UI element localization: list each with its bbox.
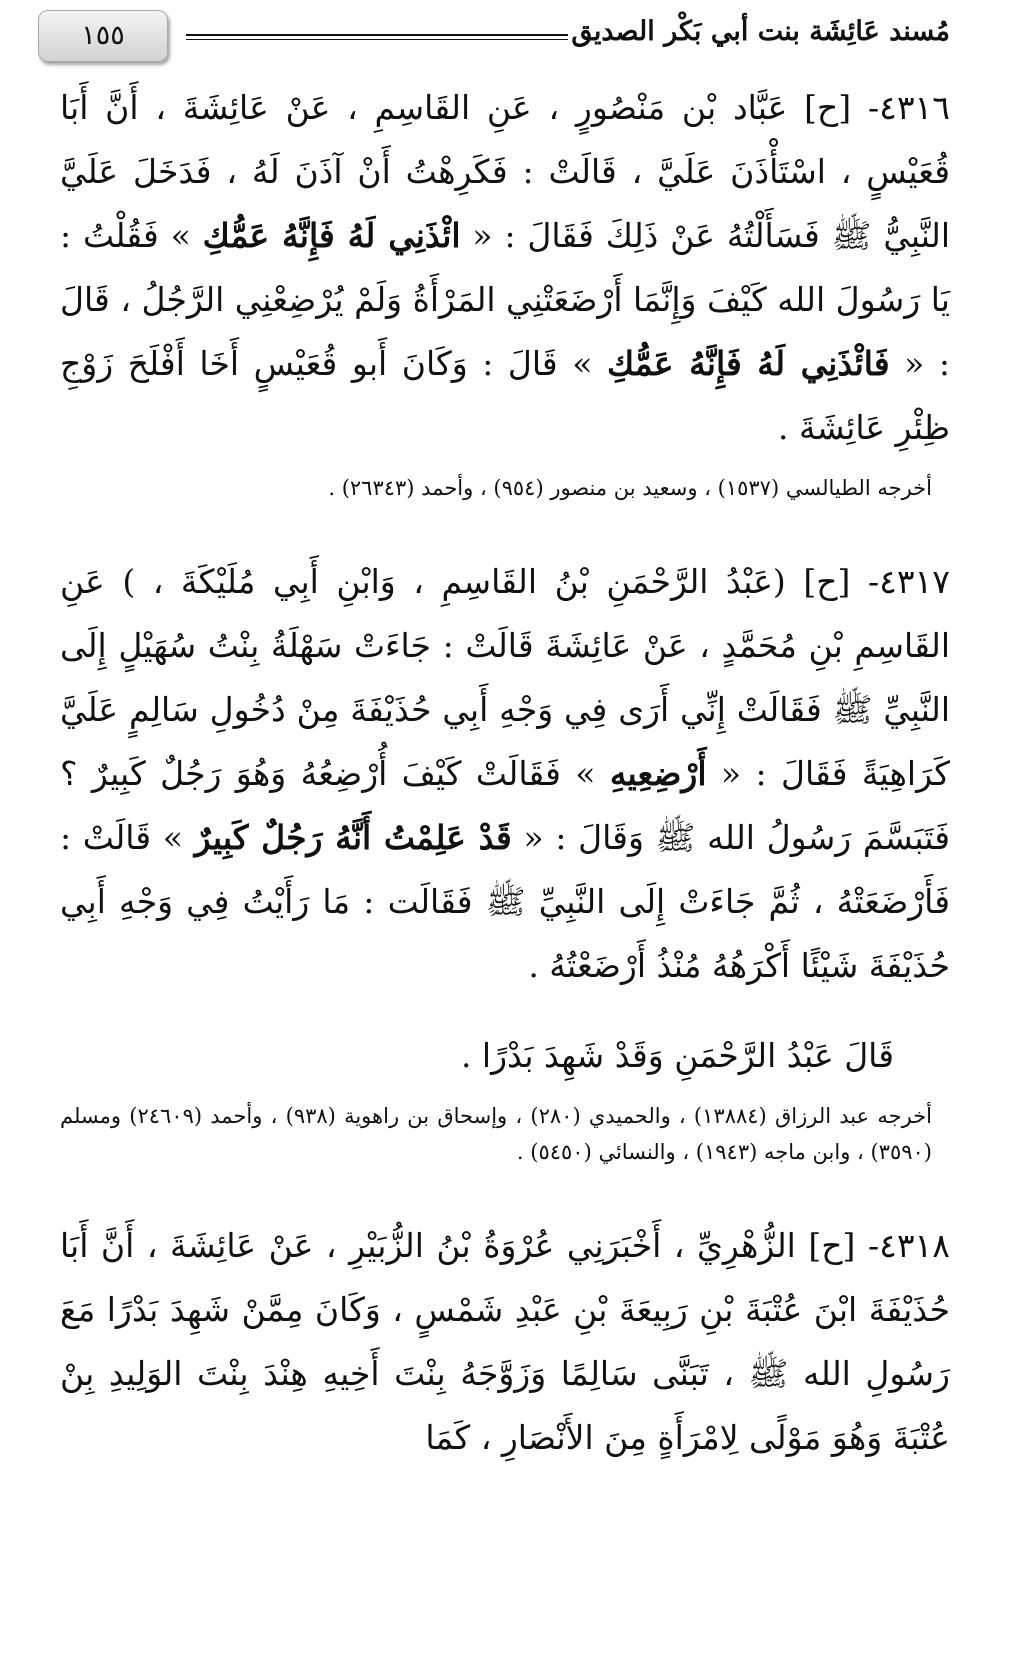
hadith-text: » قَالَتْ : فَأَرْضَعَتْهُ ، ثُمَّ جَاءَتْ إِلَى النَّبِيِّ ﷺ فَقَالَت : مَا رَأَيْتُ فِي وَجْهِ أَبِي حُذَيْفَةَ شَيْئًا أَكْرَهُهُ مُنْذُ أَرْضَعْتُهُ . xyxy=(60,818,950,985)
hadith-text: [ح] عَبَّاد بْن مَنْصُورٍ ، عَنِ القَاسِمِ ، عَنْ عَائِشَةَ ، أَنَّ أَبَا قُعَيْسٍ ، اسْتَأْذَنَ عَلَيَّ ، قَالَتْ : فَكَرِهْتُ أَنْ آذَنَ لَهُ ، فَدَخَلَ عَلَيَّ النَّبِيُّ ﷺ فَسَأَلْتُهُ عَنْ ذَلِكَ فَقَالَ : « xyxy=(60,88,950,255)
hadith-number: ٤٣١٧- xyxy=(867,562,950,601)
takhrij-note: أخرجه الطيالسي (١٥٣٧) ، وسعيد بن منصور (٩٥٤) ، وأحمد (٢٦٣٤٣) . xyxy=(328,476,932,500)
section-gap xyxy=(60,998,950,1024)
hadith-number: ٤٣١٦- xyxy=(867,88,950,127)
hadith-text: [ح] (عَبْدُ الرَّحْمَنِ بْنُ القَاسِمِ ، وَابْنِ أَبِي مُلَيْكَةَ ، ) عَنِ القَاسِمِ بْنِ مُحَمَّدٍ ، عَنْ عَائِشَةَ قَالَتْ : جَاءَتْ سَهْلَةُ بِنْتُ سُهَيْلٍ إِلَى النَّبِيِّ ﷺ فَقَالَتْ إِنِّي أَرَى فِي وَجْهِ أَبِي حُذَيْفَةَ مِنْ دُخُولِ سَالِمٍ عَلَيَّ كَرَاهِيَةً فَقَالَ : « xyxy=(60,562,950,793)
section-gap xyxy=(60,1170,950,1214)
hadith-number: ٤٣١٨- xyxy=(867,1226,950,1265)
running-header xyxy=(38,10,950,60)
hadith-text: » فَقُلْتُ : يَا رَسُولَ الله كَيْفَ وَإِنَّمَا أَرْضَعَتْنِي المَرْأَةُ وَلَمْ يُرْضِعْنِي الرَّجُلُ ، قَالَ : « xyxy=(60,216,950,383)
prophet-quote: أَرْضِعِيهِ xyxy=(609,754,707,793)
page-content xyxy=(60,76,950,1470)
prophet-quote: ائْذَنِي لَهُ فَإِنَّهُ عَمُّكِ xyxy=(202,216,461,255)
narrator-remark: قَالَ عَبْدُ الرَّحْمَنِ وَقَدْ شَهِدَ بَدْرًا . xyxy=(460,1036,894,1075)
hadith-4317 xyxy=(60,550,950,998)
takhrij-note: أخرجه عبد الرزاق (١٣٨٨٤) ، والحميدي (٢٨٠) ، وإسحاق بن راهوية (٩٣٨) ، وأحمد (٢٤٦٠٩) ومسلم (٣٥٩٠) ، وابن ماجه (١٩٤٣) ، والنسائي (٥٤٥٠) . xyxy=(60,1104,933,1164)
hadith-text: [ح] الزُّهْرِيِّ ، أَخْبَرَنِي عُرْوَةُ بْنُ الزُّبَيْرِ ، عَنْ عَائِشَةَ ، أَنَّ أَبَا حُذَيْفَةَ ابْنَ عُتْبَةَ بْنِ رَبِيعَةَ بْنِ عَبْدِ شَمْسٍ ، وَكَانَ مِمَّنْ شَهِدَ بَدْرًا مَعَ رَسُولِ الله ﷺ ، تَبَنَّى سَالِمًا وَزَوَّجَهُ بِنْتَ أَخِيهِ هِنْدَ بِنْتَ الوَلِيدِ بِنْ عُتْبَةَ وَهُوَ مَوْلًى لِامْرَأَةٍ مِنَ الأَنْصَارِ ، كَمَا xyxy=(60,1226,950,1457)
prophet-quote: قَدْ عَلِمْتُ أَنَّهُ رَجُلٌ كَبِيرٌ xyxy=(194,818,512,857)
hadith-4316 xyxy=(60,76,950,460)
prophet-quote: فَائْذَنِي لَهُ فَإِنَّهُ عَمُّكِ xyxy=(606,344,890,383)
header-title: مُسند عَائِشَة بنت أبي بَكْر الصديق xyxy=(571,16,950,47)
hadith-text: » فَقَالَتْ كَيْفَ أُرْضِعُهُ وَهُوَ رَجُلٌ كَبِيرٌ ؟ فَتَبَسَّمَ رَسُولُ الله ﷺ وَقَالَ : « xyxy=(60,754,951,857)
hadith-text: » قَالَ : وَكَانَ أَبو قُعَيْسٍ أَخَا أَفْلَحَ زَوْجِ ظِئْرِ عَائِشَةَ . xyxy=(60,344,950,447)
hadith-4318 xyxy=(60,1214,950,1470)
header-rule xyxy=(186,34,568,40)
section-gap xyxy=(60,506,950,550)
page-number: ١٥٥ xyxy=(38,10,168,62)
